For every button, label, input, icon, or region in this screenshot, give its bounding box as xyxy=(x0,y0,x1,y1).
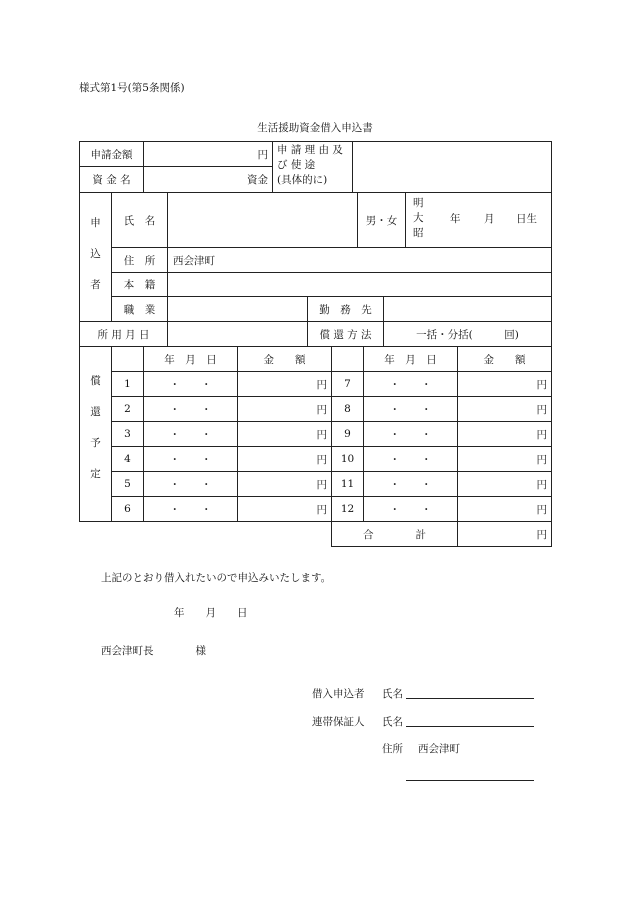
installment-number: 2 xyxy=(124,403,131,415)
birth-day: 日生 xyxy=(516,213,537,225)
borrower-name-label: 氏名 xyxy=(382,688,403,700)
installment-yen: 円 xyxy=(316,478,327,491)
form-number: 様式第1号(第5条関係) xyxy=(79,82,185,94)
installment-yen: 円 xyxy=(536,478,547,491)
reason-label-line: (具体的に) xyxy=(277,174,328,186)
amount-header: 金 額 xyxy=(263,353,306,366)
amount-label: 申請金額 xyxy=(90,148,133,161)
borrower-name-field[interactable] xyxy=(406,684,534,699)
installment-number: 3 xyxy=(124,428,131,440)
occupation-label: 職 業 xyxy=(123,303,156,316)
installment-yen: 円 xyxy=(536,378,547,391)
installment-yen: 円 xyxy=(536,403,547,416)
form-title: 生活援助資金借入申込書 xyxy=(257,122,373,134)
era-option: 昭 xyxy=(413,227,424,239)
birth-year: 年 xyxy=(450,213,461,225)
installment-date: ・ ・ xyxy=(169,453,212,466)
installment-date: ・ ・ xyxy=(169,378,212,391)
guarantor-name-label: 氏名 xyxy=(382,716,403,728)
installment-number: 10 xyxy=(340,453,355,465)
date-header: 年 月 日 xyxy=(384,353,437,366)
fund-name-label: 資 金 名 xyxy=(92,174,131,186)
guarantor-address-field[interactable] xyxy=(406,766,534,781)
application-statement: 上記のとおり借入れたいので申込みいたします。 xyxy=(101,572,332,584)
installment-yen: 円 xyxy=(536,503,547,516)
application-date: 年 月 日 xyxy=(174,607,248,619)
installment-date: ・ ・ xyxy=(169,503,212,516)
side-char: 者 xyxy=(90,279,101,291)
guarantor-label: 連帯保証人 xyxy=(312,716,365,728)
guarantor-address-label: 住所 xyxy=(382,743,403,755)
installment-date: ・ ・ xyxy=(389,453,432,466)
installment-number: 7 xyxy=(344,378,351,390)
amount-unit: 円 xyxy=(257,148,268,161)
address-label: 住 所 xyxy=(123,254,156,267)
installment-date: ・ ・ xyxy=(389,378,432,391)
date-header: 年 月 日 xyxy=(164,353,217,366)
total-label: 合 計 xyxy=(363,528,426,541)
domicile-label: 本 籍 xyxy=(123,279,156,291)
installment-number: 1 xyxy=(124,378,131,390)
era-option: 明 xyxy=(413,197,424,209)
side-char: 償 xyxy=(90,375,101,387)
installment-date: ・ ・ xyxy=(169,403,212,416)
total-yen: 円 xyxy=(536,528,547,541)
guarantor-address-value: 西会津町 xyxy=(418,743,460,755)
installment-number: 6 xyxy=(124,503,131,515)
installment-date: ・ ・ xyxy=(389,503,432,516)
repay-method-value: 一括・分括( 回) xyxy=(416,328,519,341)
schedule-side-label xyxy=(80,373,111,481)
guarantor-name-field[interactable] xyxy=(406,712,534,727)
installment-yen: 円 xyxy=(316,503,327,516)
need-date-label: 所 用 月 日 xyxy=(97,328,150,341)
installment-yen: 円 xyxy=(316,453,327,466)
applicant-side-label xyxy=(80,215,111,292)
installment-date: ・ ・ xyxy=(389,428,432,441)
installment-yen: 円 xyxy=(316,403,327,416)
side-char: 込 xyxy=(90,248,101,260)
installment-yen: 円 xyxy=(536,428,547,441)
installment-number: 5 xyxy=(124,478,131,490)
reason-label-line: び 使 途 xyxy=(277,159,316,171)
reason-label-line: 申 請 理 由 及 xyxy=(277,144,343,156)
installment-date: ・ ・ xyxy=(389,403,432,416)
workplace-label: 勤 務 先 xyxy=(319,303,372,316)
addressee: 西会津町長 様 xyxy=(101,645,206,657)
era-choice xyxy=(413,196,424,241)
era-option: 大 xyxy=(413,212,424,224)
address-value: 西会津町 xyxy=(173,254,215,267)
installment-yen: 円 xyxy=(316,378,327,391)
gender-choice: 男・女 xyxy=(365,214,398,227)
side-char: 予 xyxy=(90,437,101,449)
installment-number: 8 xyxy=(344,403,351,415)
installment-yen: 円 xyxy=(536,453,547,466)
borrower-label: 借入申込者 xyxy=(312,688,365,700)
installment-date: ・ ・ xyxy=(389,478,432,491)
installment-yen: 円 xyxy=(316,428,327,441)
repay-method-label: 償 還 方 法 xyxy=(319,328,372,341)
installment-number: 12 xyxy=(340,503,355,515)
amount-header: 金 額 xyxy=(483,353,526,366)
name-label: 氏 名 xyxy=(123,214,156,227)
reason-label xyxy=(277,143,343,188)
side-char: 定 xyxy=(90,468,101,480)
fund-suffix: 資金 xyxy=(247,174,268,186)
installment-number: 9 xyxy=(344,428,351,440)
installment-number: 11 xyxy=(340,478,355,490)
installment-date: ・ ・ xyxy=(169,428,212,441)
birth-month: 月 xyxy=(484,213,495,225)
side-char: 申 xyxy=(90,217,101,229)
side-char: 還 xyxy=(90,406,101,418)
installment-date: ・ ・ xyxy=(169,478,212,491)
installment-number: 4 xyxy=(124,453,131,465)
